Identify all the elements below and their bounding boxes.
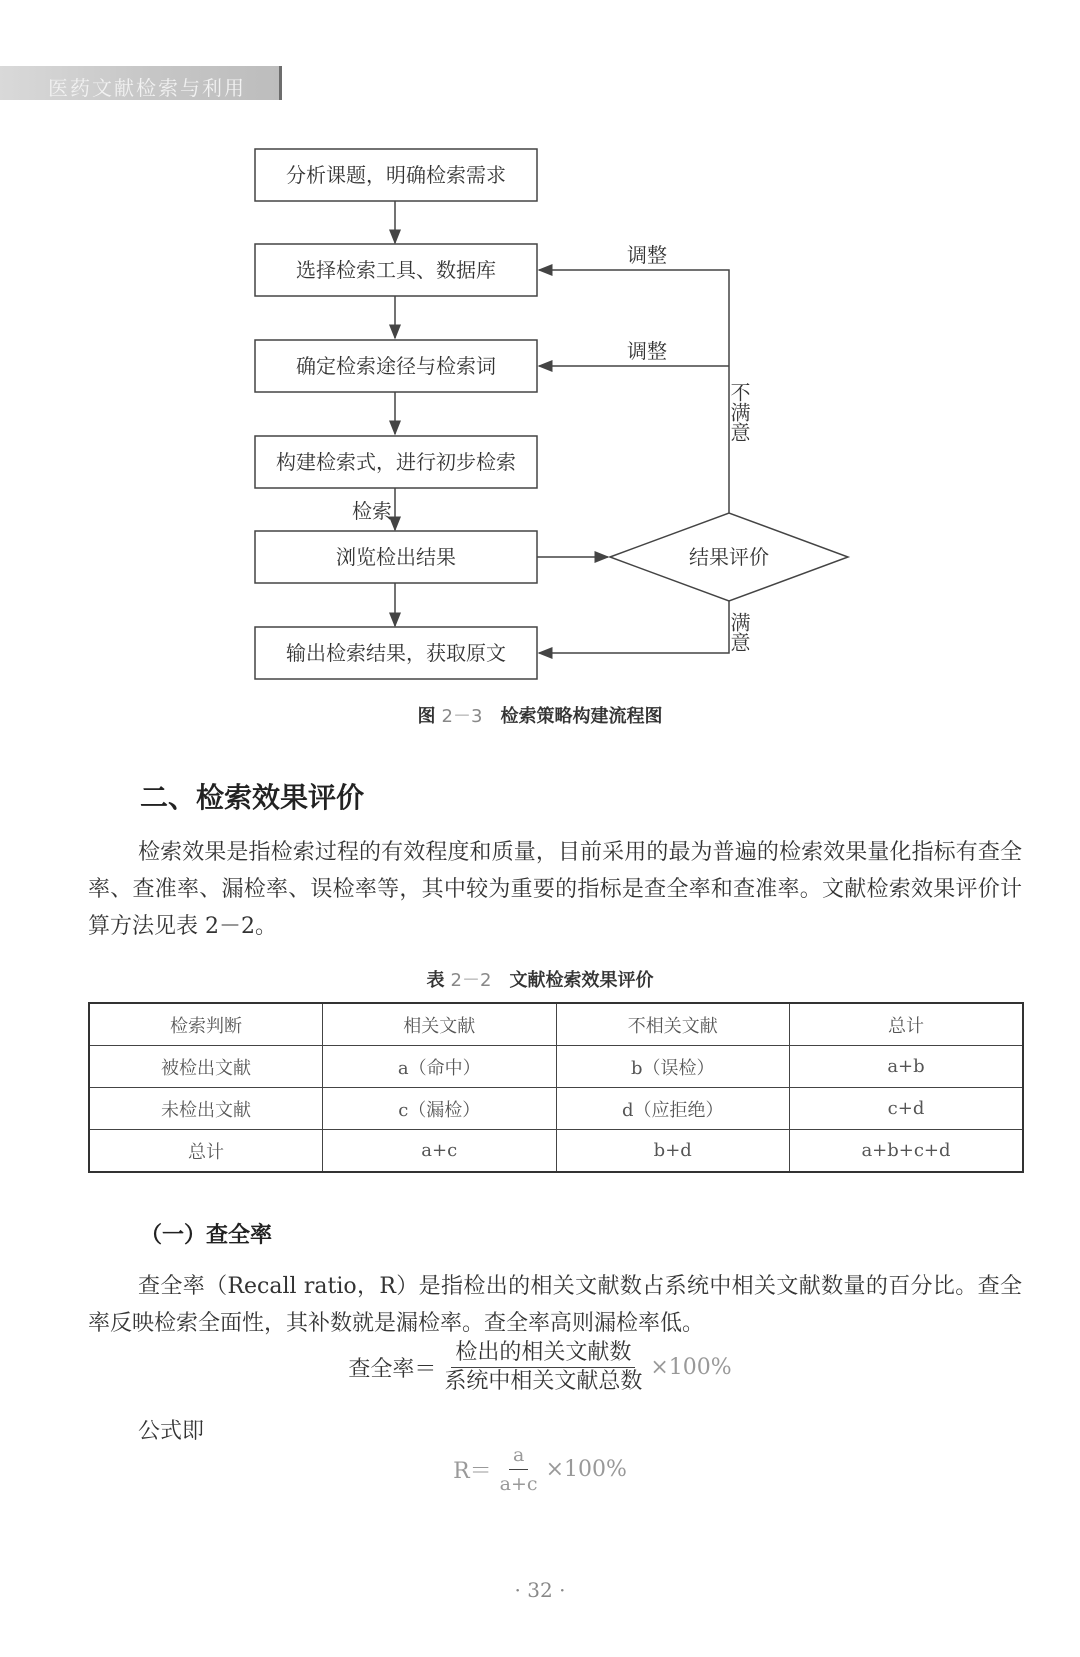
- unsatisfied-label: 不满意: [727, 382, 751, 442]
- figure-number: 2－3: [441, 706, 483, 727]
- formula1-denominator: 系统中相关文献总数: [444, 1369, 643, 1394]
- table-label: 表: [426, 970, 445, 991]
- table-header-cell: 检索判断: [89, 1003, 323, 1046]
- formula1-suffix: ×100%: [650, 1355, 732, 1380]
- adjust-label-1: 调整: [627, 243, 667, 267]
- table-cell: c（漏检）: [323, 1088, 557, 1130]
- satisfied-line: [539, 601, 729, 653]
- table-number: 2－2: [450, 970, 492, 991]
- table-caption: [0, 966, 1080, 992]
- formula1-numerator: 检出的相关文献数: [451, 1340, 635, 1368]
- search-label: 检索: [352, 499, 392, 523]
- page-number: · 32 ·: [514, 1578, 566, 1602]
- section-title: 二、检索效果评价: [140, 781, 365, 814]
- decision-label: 结果评价: [689, 545, 769, 569]
- table-row: [89, 1130, 1023, 1173]
- flow-step-4: 构建检索式，进行初步检索: [276, 450, 516, 474]
- flowchart: [0, 0, 1080, 700]
- formula-recall-r: [0, 1442, 1080, 1497]
- formula1-fraction: [440, 1340, 646, 1395]
- table-cell: c+d: [790, 1088, 1024, 1130]
- table-cell: 被检出文献: [89, 1046, 323, 1088]
- formula2-fraction: [496, 1442, 542, 1497]
- table-row: [89, 1088, 1023, 1130]
- formula2-lhs: R＝: [453, 1459, 492, 1484]
- table-row: [89, 1046, 1023, 1088]
- table-header-cell: 相关文献: [323, 1003, 557, 1046]
- book-title: 医药文献检索与利用: [48, 76, 246, 100]
- table-header-cell: 不相关文献: [556, 1003, 790, 1046]
- table-cell: 总计: [89, 1130, 323, 1173]
- table-cell: a（命中）: [323, 1046, 557, 1088]
- formula2-suffix: ×100%: [545, 1457, 627, 1482]
- subsection-title: （一）查全率: [140, 1223, 273, 1248]
- flow-step-1: 分析课题，明确检索需求: [286, 163, 506, 187]
- table-cell: b+d: [556, 1130, 790, 1173]
- flow-step-2: 选择检索工具、数据库: [296, 258, 496, 282]
- table-header-row: [89, 1003, 1023, 1046]
- evaluation-table: [88, 1002, 1024, 1173]
- figure-caption: [0, 702, 1080, 728]
- table-title: 文献检索效果评价: [509, 970, 654, 991]
- figure-label: 图: [417, 706, 436, 727]
- flow-step-3: 确定检索途径与检索词: [296, 354, 496, 378]
- formula-label: 公式即: [138, 1419, 205, 1444]
- figure-title: 检索策略构建流程图: [500, 706, 663, 727]
- formula2-denominator: a+c: [499, 1473, 538, 1495]
- table-cell: d（应拒绝）: [556, 1088, 790, 1130]
- table-cell: b（误检）: [556, 1046, 790, 1088]
- paragraph-recall: 查全率（Recall ratio，R）是指检出的相关文献数占系统中相关文献数量的百分比。查全率反映检索全面性，其补数就是漏检率。查全率高则漏检率低。: [88, 1274, 1022, 1336]
- paragraph-intro: 检索效果是指检索过程的有效程度和质量，目前采用的最为普遍的检索效果量化指标有查全率、查准率、漏检率、误检率等，其中较为重要的指标是查全率和查准率。文献检索效果评价计算方法见表 2－2。: [88, 840, 1022, 939]
- adjust-label-2: 调整: [627, 339, 667, 363]
- table-cell: 未检出文献: [89, 1088, 323, 1130]
- formula1-lhs: 查全率＝: [348, 1357, 437, 1382]
- flow-step-6: 输出检索结果，获取原文: [286, 641, 506, 665]
- formula-recall-ratio: [0, 1340, 1080, 1395]
- formula2-numerator: a: [509, 1442, 528, 1470]
- table-header-cell: 总计: [790, 1003, 1024, 1046]
- feedback-line: [539, 270, 729, 513]
- table-cell: a+c: [323, 1130, 557, 1173]
- satisfied-label: 满意: [727, 612, 751, 652]
- flow-step-5: 浏览检出结果: [336, 545, 456, 569]
- table-cell: a+b: [790, 1046, 1024, 1088]
- table-cell: a+b+c+d: [790, 1130, 1024, 1173]
